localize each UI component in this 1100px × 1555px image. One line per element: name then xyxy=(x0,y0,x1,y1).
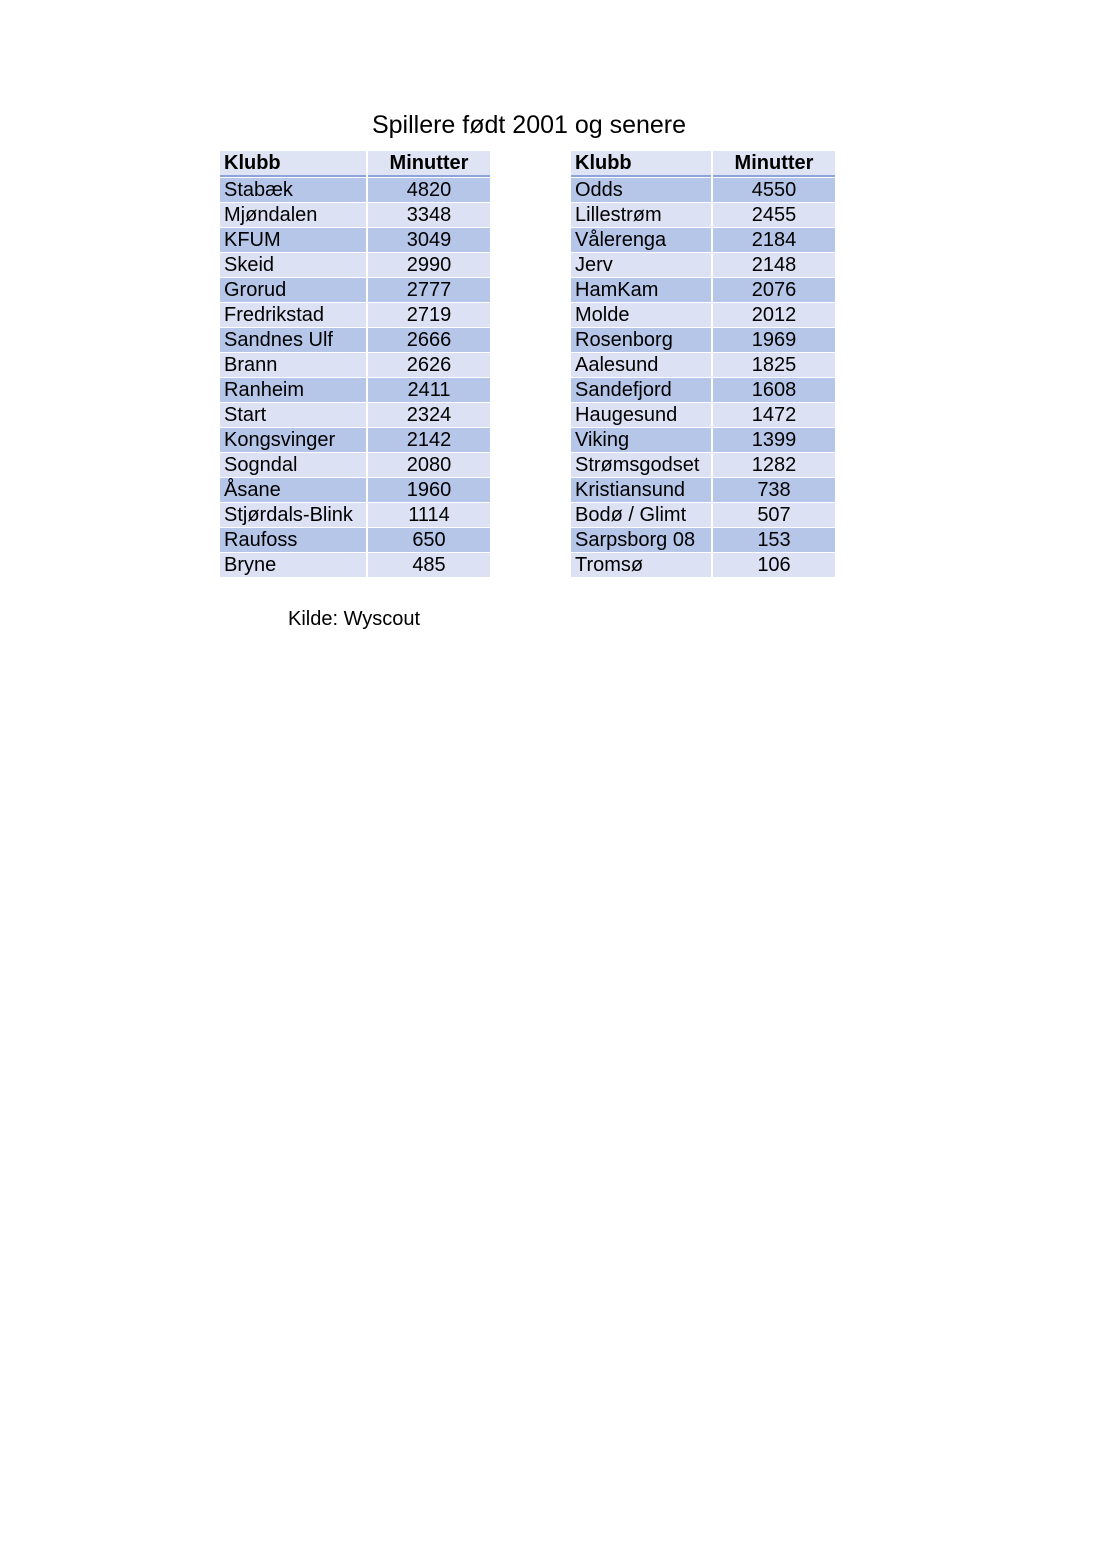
minutes-cell: 1608 xyxy=(713,378,835,402)
minutes-cell: 1960 xyxy=(368,478,490,502)
minutes-cell: 2184 xyxy=(713,228,835,252)
table-row xyxy=(220,553,490,577)
club-name-cell: Fredrikstad xyxy=(220,303,366,327)
club-name-cell: Skeid xyxy=(220,253,366,277)
minutes-cell: 2076 xyxy=(713,278,835,302)
minutes-cell: 1282 xyxy=(713,453,835,477)
minutes-cell: 2142 xyxy=(368,428,490,452)
column-header-minutes: Minutter xyxy=(368,151,490,177)
club-name-cell: Sogndal xyxy=(220,453,366,477)
club-name-cell: Lillestrøm xyxy=(571,203,711,227)
club-name-cell: HamKam xyxy=(571,278,711,302)
column-header-minutes: Minutter xyxy=(713,151,835,177)
club-name-cell: Vålerenga xyxy=(571,228,711,252)
club-name-cell: Viking xyxy=(571,428,711,452)
minutes-cell: 1114 xyxy=(368,503,490,527)
table-header-row xyxy=(571,151,835,177)
club-name-cell: Jerv xyxy=(571,253,711,277)
column-header-club: Klubb xyxy=(571,151,711,177)
club-name-cell: Stjørdals-Blink xyxy=(220,503,366,527)
table-row xyxy=(571,353,835,377)
minutes-cell: 2990 xyxy=(368,253,490,277)
table-row xyxy=(571,203,835,227)
minutes-cell: 1472 xyxy=(713,403,835,427)
club-name-cell: Strømsgodset xyxy=(571,453,711,477)
column-header-club: Klubb xyxy=(220,151,366,177)
minutes-cell: 1825 xyxy=(713,353,835,377)
table-row xyxy=(571,253,835,277)
club-name-cell: Ranheim xyxy=(220,378,366,402)
club-name-cell: Odds xyxy=(571,178,711,202)
club-name-cell: Brann xyxy=(220,353,366,377)
minutes-cell: 2719 xyxy=(368,303,490,327)
table-row xyxy=(571,453,835,477)
club-name-cell: Raufoss xyxy=(220,528,366,552)
club-name-cell: Stabæk xyxy=(220,178,366,202)
table-row xyxy=(220,478,490,502)
table-row xyxy=(220,303,490,327)
table-row xyxy=(571,228,835,252)
table-row xyxy=(220,253,490,277)
table-row xyxy=(571,528,835,552)
minutes-cell: 2666 xyxy=(368,328,490,352)
table-row xyxy=(220,203,490,227)
minutes-cell: 2080 xyxy=(368,453,490,477)
table-row xyxy=(571,503,835,527)
minutes-cell: 650 xyxy=(368,528,490,552)
club-name-cell: Grorud xyxy=(220,278,366,302)
minutes-cell: 4550 xyxy=(713,178,835,202)
club-name-cell: Mjøndalen xyxy=(220,203,366,227)
minutes-cell: 2324 xyxy=(368,403,490,427)
table-row xyxy=(571,303,835,327)
minutes-cell: 2777 xyxy=(368,278,490,302)
minutes-cell: 2148 xyxy=(713,253,835,277)
club-name-cell: Aalesund xyxy=(571,353,711,377)
minutes-cell: 3049 xyxy=(368,228,490,252)
club-name-cell: Sandefjord xyxy=(571,378,711,402)
table-row xyxy=(220,428,490,452)
table-row xyxy=(220,178,490,202)
minutes-cell: 4820 xyxy=(368,178,490,202)
minutes-cell: 507 xyxy=(713,503,835,527)
table-row xyxy=(220,228,490,252)
minutes-cell: 2411 xyxy=(368,378,490,402)
table-row xyxy=(571,428,835,452)
table-row xyxy=(220,528,490,552)
club-name-cell: Sandnes Ulf xyxy=(220,328,366,352)
table-row xyxy=(571,178,835,202)
club-name-cell: Rosenborg xyxy=(571,328,711,352)
minutes-cell: 738 xyxy=(713,478,835,502)
table-row xyxy=(220,353,490,377)
club-name-cell: Kongsvinger xyxy=(220,428,366,452)
table-row xyxy=(571,378,835,402)
club-minutes-table-right xyxy=(569,150,837,578)
club-name-cell: Bodø / Glimt xyxy=(571,503,711,527)
minutes-cell: 485 xyxy=(368,553,490,577)
minutes-cell: 3348 xyxy=(368,203,490,227)
minutes-cell: 153 xyxy=(713,528,835,552)
club-name-cell: Åsane xyxy=(220,478,366,502)
source-note: Kilde: Wyscout xyxy=(288,608,421,630)
table-header-row xyxy=(220,151,490,177)
page-title: Spillere født 2001 og senere xyxy=(371,111,687,139)
table-row xyxy=(571,403,835,427)
club-name-cell: Start xyxy=(220,403,366,427)
club-name-cell: Bryne xyxy=(220,553,366,577)
club-name-cell: Molde xyxy=(571,303,711,327)
table-row xyxy=(571,478,835,502)
minutes-cell: 2626 xyxy=(368,353,490,377)
table-row xyxy=(571,553,835,577)
table-row xyxy=(220,328,490,352)
table-row xyxy=(220,278,490,302)
club-name-cell: KFUM xyxy=(220,228,366,252)
minutes-cell: 106 xyxy=(713,553,835,577)
minutes-cell: 2012 xyxy=(713,303,835,327)
club-name-cell: Sarpsborg 08 xyxy=(571,528,711,552)
table-row xyxy=(571,328,835,352)
table-row xyxy=(571,278,835,302)
table-row xyxy=(220,503,490,527)
minutes-cell: 1399 xyxy=(713,428,835,452)
club-name-cell: Haugesund xyxy=(571,403,711,427)
club-name-cell: Tromsø xyxy=(571,553,711,577)
table-row xyxy=(220,403,490,427)
club-minutes-table-left xyxy=(218,150,492,578)
minutes-cell: 1969 xyxy=(713,328,835,352)
minutes-cell: 2455 xyxy=(713,203,835,227)
table-row xyxy=(220,378,490,402)
table-row xyxy=(220,453,490,477)
club-name-cell: Kristiansund xyxy=(571,478,711,502)
